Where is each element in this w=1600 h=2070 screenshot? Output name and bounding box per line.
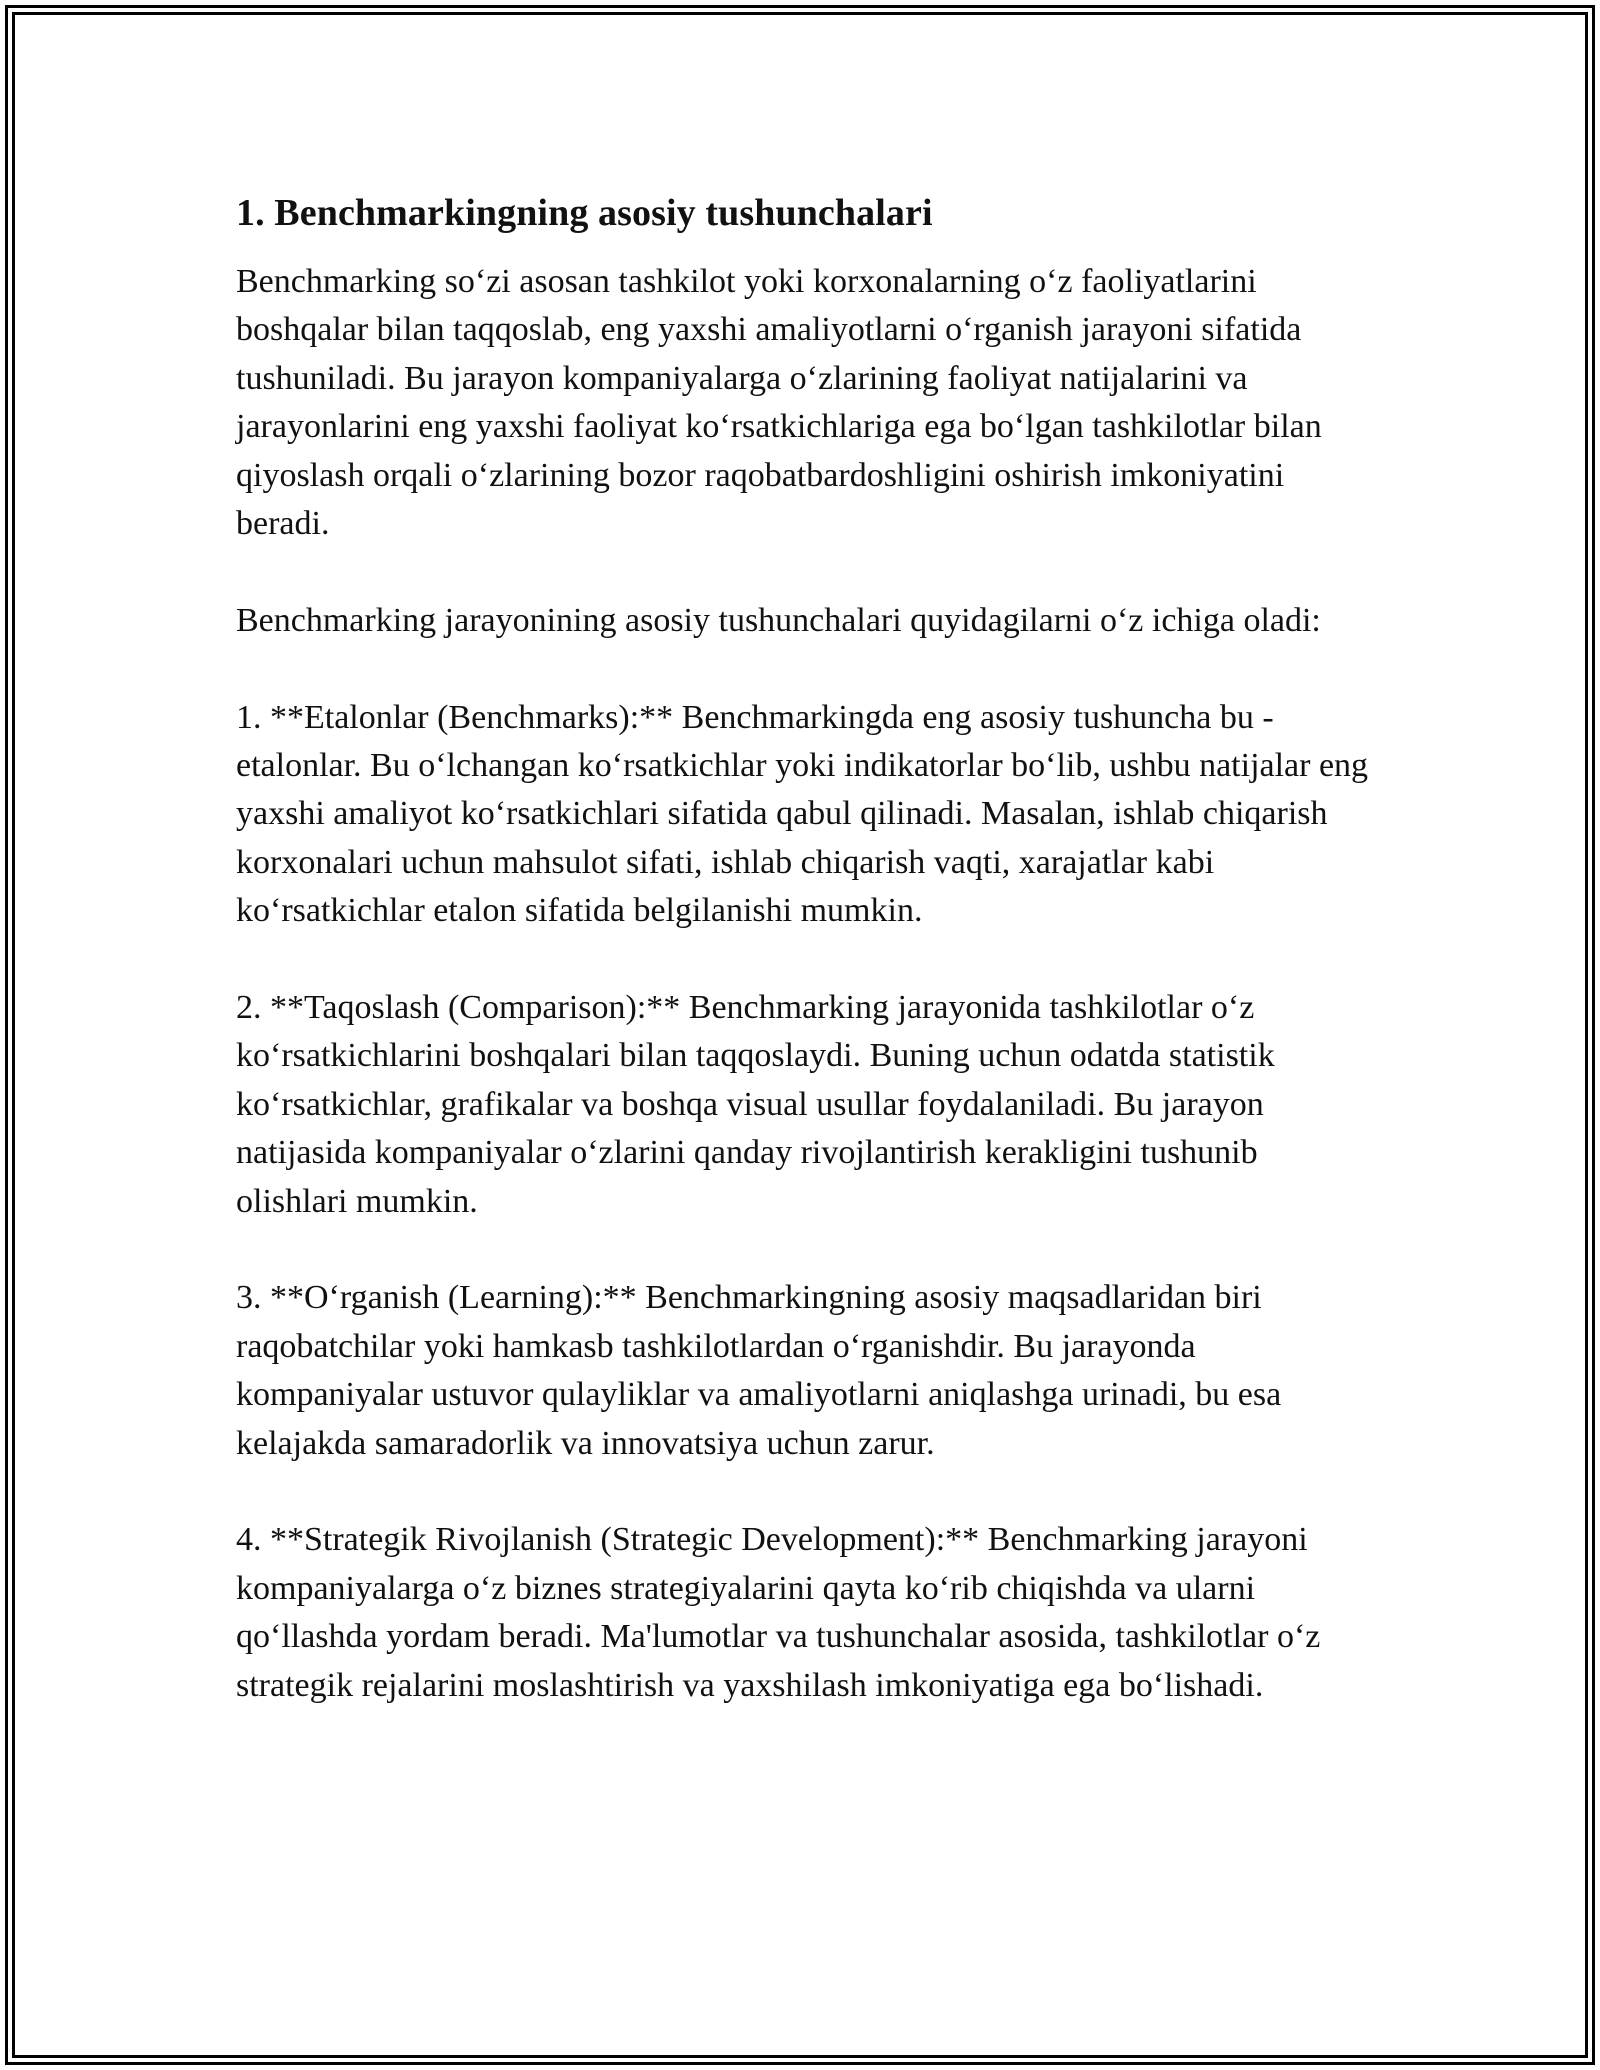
paragraph-item-taqoslash: 2. **Taqoslash (Comparison):** Benchmarking jarayonida tashkilotlar o‘z ko‘rsatkichlarini boshqalari bilan taqqoslaydi. Buning uchun odatda statistik ko‘rsatkichlar, grafikalar va boshqa visual usullar foydalaniladi. Bu jarayon natijasida kompaniyalar o‘zlarini qanday rivojlantirish kerakligini tushunib olishlari mumkin. bbox=[236, 989, 1284, 1220]
paragraph-intro: Benchmarking so‘zi asosan tashkilot yoki korxonalarning o‘z faoliyatlarini boshqalar bilan taqqoslab, eng yaxshi amaliyotlarni o‘rganish jarayoni sifatida tushuniladi. Bu jarayon kompaniyalarga o‘zlarining faoliyat natijalarini va jarayonlarini eng yaxshi faoliyat ko‘rsatkichlariga ega bo‘lgan tashkilotlar bilan qiyoslash orqali o‘zlarining bozor raqobatbardoshligini oshirish imkoniyatini beradi. bbox=[236, 263, 1331, 543]
document-body bbox=[236, 188, 1376, 1710]
paragraph-item-organish: 3. **O‘rganish (Learning):** Benchmarkingning asosiy maqsadlaridan biri raqobatchilar yoki hamkasb tashkilotlardan o‘rganishdir. Bu jarayonda kompaniyalar ustuvor qulayliklar va amaliyotlarni aniqlashga urinadi, bu esa kelajakda samaradorlik va innovatsiya uchun zarur. bbox=[236, 1279, 1290, 1462]
section-heading: 1. Benchmarkingning asosiy tushunchalari bbox=[236, 192, 933, 234]
paragraph-list-intro: Benchmarking jarayonining asosiy tushunchalari quyidagilarni o‘z ichiga oladi: bbox=[236, 601, 1321, 639]
paragraph-item-strategik: 4. **Strategik Rivojlanish (Strategic Development):** Benchmarking jarayoni kompaniyalarga o‘z biznes strategiyalarini qayta ko‘rib chiqishda va ularni qo‘llashda yordam beradi. Ma'lumotlar va tushunchalar asosida, tashkilotlar o‘z strategik rejalarini moslashtirish va yaxshilash imkoniyatiga ega bo‘lishadi. bbox=[236, 1521, 1329, 1704]
paragraph-item-etalonlar: 1. **Etalonlar (Benchmarks):** Benchmarkingda eng asosiy tushuncha bu - etalonlar. Bu o‘lchangan ko‘rsatkichlar yoki indikatorlar bo‘lib, ushbu natijalar eng yaxshi amaliyot ko‘rsatkichlari sifatida qabul qilinadi. Masalan, ishlab chiqarish korxonalari uchun mahsulot sifati, ishlab chiqarish vaqti, xarajatlar kabi ko‘rsatkichlar etalon sifatida belgilanishi mumkin. bbox=[236, 698, 1377, 930]
